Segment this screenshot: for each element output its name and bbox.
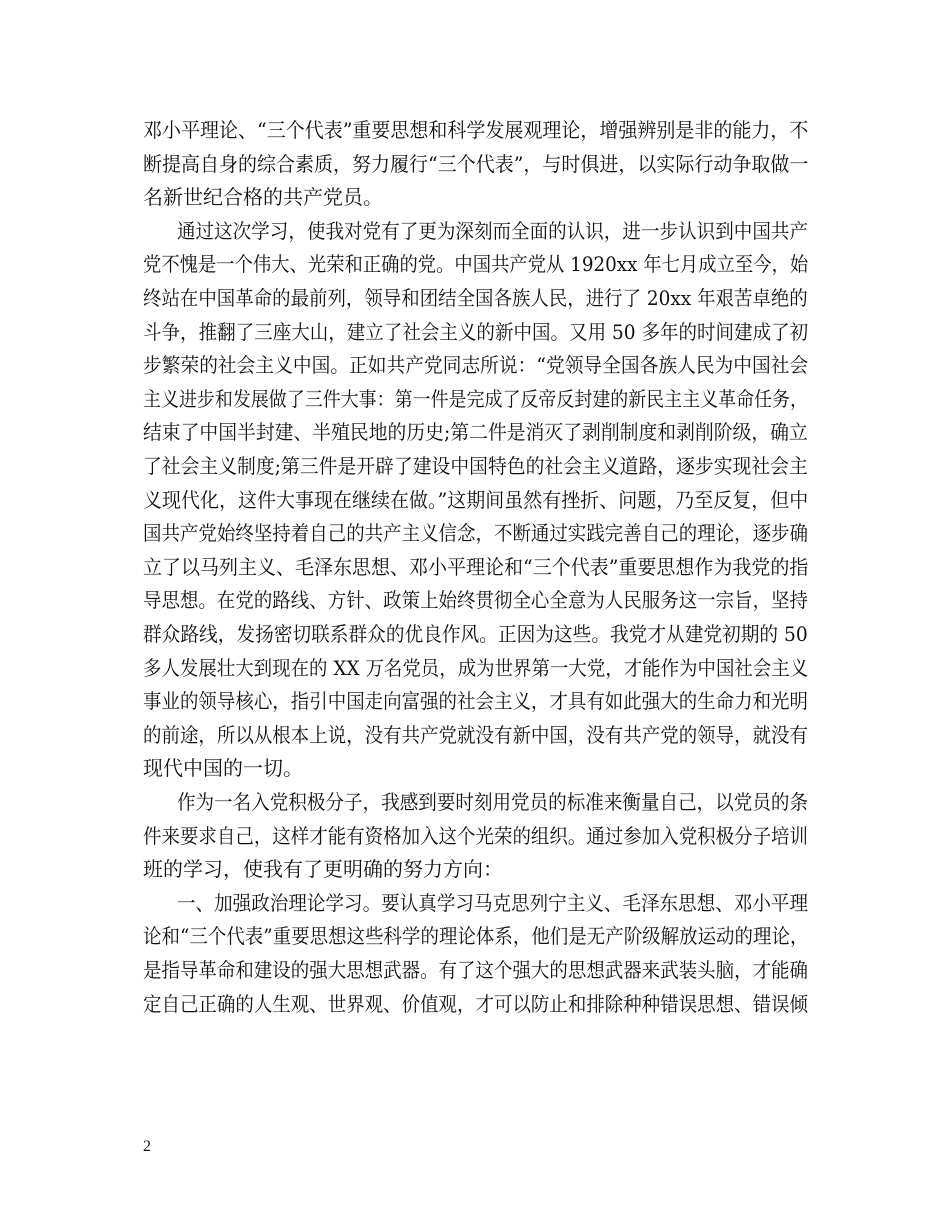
text-line: 是指导革命和建设的强大思想武器。有了这个强大的思想武器来武装头脑，才能确 [143,958,808,982]
text-line: 班的学习，使我有了更明确的努力方向： [143,857,503,882]
text-line: 作为一名入党积极分子，我感到要时刻用党员的标准来衡量自己，以党员的条 [177,790,808,814]
text-line: 一、加强政治理论学习。要认真学习马克思列宁主义、毛泽东思想、邓小平理 [177,890,808,915]
text-line: 现代中国的一切。 [143,756,303,781]
text-line: 定自己正确的人生观、世界观、价值观，才可以防止和排除种种错误思想、错误倾 [143,991,808,1016]
text-line: 多人发展壮大到现在的 XX 万名党员，成为世界第一大党，才能作为中国社会主义 [143,655,809,680]
text-line: 断提高自身的综合素质，努力履行“三个代表”，与时俱进，以实际行动争取做一 [143,151,809,176]
text-line: 党不愧是一个伟大、光荣和正确的党。中国共产党从 1920xx 年七月成立至今，始 [143,252,809,277]
text-line: 群众路线，发扬密切联系群众的优良作风。正因为这些。我党才从建党初期的 50 [143,622,808,646]
text-line: 立了以马列主义、毛泽东思想、邓小平理论和“三个代表”重要思想作为我党的指 [143,554,809,579]
text-line: 终站在中国革命的最前列，领导和团结全国各族人民，进行了 20xx 年艰苦卓绝的 [143,286,808,310]
text-line: 通过这次学习，使我对党有了更为深刻而全面的认识，进一步认识到中国共产 [177,218,808,243]
text-line: 了社会主义制度;第三件是开辟了建设中国特色的社会主义道路，逐步实现社会主 [143,454,808,478]
text-line: 斗争，推翻了三座大山，建立了社会主义的新中国。又用 50 多年的时间建成了初 [143,319,809,344]
text-line: 结束了中国半封建、半殖民地的历史;第二件是消灭了剥削制度和剥削阶级，确立 [143,420,808,445]
text-line: 论和“三个代表”重要思想这些科学的理论体系，他们是无产阶级解放运动的理论， [143,924,809,949]
text-line: 事业的领导核心，指引中国走向富强的社会主义，才具有如此强大的生命力和光明 [143,689,808,714]
page-number: 2 [143,1138,151,1155]
text-line: 国共产党始终坚持着自己的共产主义信念，不断通过实践完善自己的理论，逐步确 [143,521,808,546]
text-line: 邓小平理论、“三个代表”重要思想和科学发展观理论，增强辨别是非的能力，不 [143,118,809,142]
text-line: 名新世纪合格的共产党员。 [143,185,383,210]
text-line: 导思想。在党的路线、方针、政策上始终贯彻全心全意为人民服务这一宗旨，坚持 [143,588,808,613]
text-line: 的前途，所以从根本上说，没有共产党就没有新中国，没有共产党的领导，就没有 [143,722,808,747]
text-line: 件来要求自己，这样才能有资格加入这个光荣的组织。通过参加入党积极分子培训 [143,823,808,848]
text-line: 主义进步和发展做了三件大事：第一件是完成了反帝反封建的新民主主义革命任务， [143,386,808,411]
text-line: 步繁荣的社会主义中国。正如共产党同志所说：“党领导全国各族人民为中国社会 [143,353,809,378]
text-line: 义现代化，这件大事现在继续在做。”这期间虽然有挫折、问题，乃至反复，但中 [143,487,809,512]
